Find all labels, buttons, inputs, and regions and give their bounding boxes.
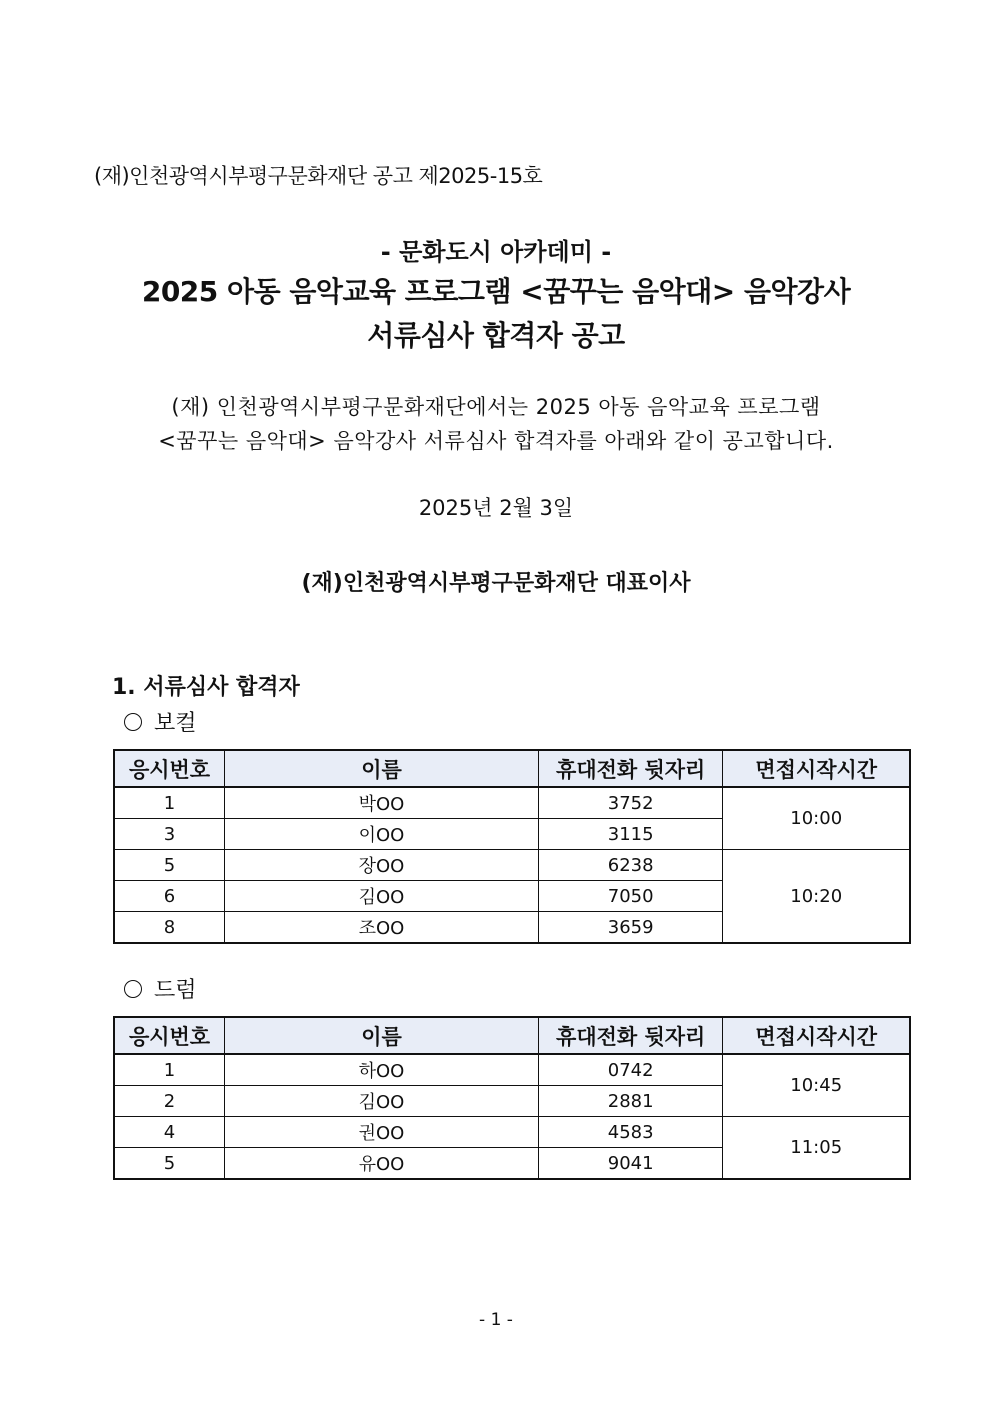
phone-last-digits: 7050 (538, 881, 723, 912)
col-header-phone: 휴대전화 뒷자리 (538, 750, 723, 787)
applicant-name: 김OO (225, 1086, 539, 1117)
phone-last-digits: 2881 (538, 1086, 723, 1117)
section-heading: 1. 서류심사 합격자 (112, 675, 300, 700)
drum-group-label (124, 973, 197, 1004)
announcement-body (0, 390, 992, 458)
phone-last-digits: 4583 (538, 1117, 723, 1148)
col-header-time: 면접시작시간 (723, 750, 910, 787)
applicant-number: 4 (114, 1117, 225, 1148)
circle-bullet-icon (124, 713, 142, 731)
drum-table (113, 1016, 911, 1180)
main-title-line-2: 서류심사 합격자 공고 (367, 319, 625, 352)
applicant-number: 8 (114, 912, 225, 944)
notice-number: (재)인천광역시부평구문화재단 공고 제2025-15호 (94, 164, 543, 188)
phone-last-digits: 6238 (538, 850, 723, 881)
applicant-name: 김OO (225, 881, 539, 912)
body-line-2: <꿈꾸는 음악대> 음악강사 서류심사 합격자를 아래와 같이 공고합니다. (158, 429, 834, 453)
applicant-name: 이OO (225, 819, 539, 850)
main-title-line-1: 2025 아동 음악교육 프로그램 <꿈꾸는 음악대> 음악강사 (141, 275, 851, 308)
col-header-phone: 휴대전화 뒷자리 (538, 1017, 723, 1054)
table-row (114, 850, 910, 881)
applicant-number: 2 (114, 1086, 225, 1117)
applicant-number: 1 (114, 1054, 225, 1086)
interview-time: 10:45 (723, 1054, 910, 1117)
interview-time: 10:20 (723, 850, 910, 944)
applicant-name: 조OO (225, 912, 539, 944)
applicant-name: 권OO (225, 1117, 539, 1148)
col-header-name: 이름 (225, 1017, 539, 1054)
col-header-number: 응시번호 (114, 1017, 225, 1054)
issuer: (재)인천광역시부평구문화재단 대표이사 (301, 571, 691, 596)
applicant-name: 하OO (225, 1054, 539, 1086)
table-row (114, 787, 910, 819)
phone-last-digits: 0742 (538, 1054, 723, 1086)
col-header-number: 응시번호 (114, 750, 225, 787)
table-row (114, 1117, 910, 1148)
phone-last-digits: 3752 (538, 787, 723, 819)
vocal-group-label (124, 706, 197, 737)
sub-title: - 문화도시 아카데미 - (380, 238, 612, 266)
applicant-name: 유OO (225, 1148, 539, 1180)
interview-time: 11:05 (723, 1117, 910, 1180)
applicant-number: 1 (114, 787, 225, 819)
col-header-time: 면접시작시간 (723, 1017, 910, 1054)
applicant-number: 5 (114, 1148, 225, 1180)
drum-label: 드럼 (154, 978, 197, 1003)
vocal-label: 보컬 (154, 711, 197, 736)
vocal-table (113, 749, 911, 944)
body-line-1: (재) 인천광역시부평구문화재단에서는 2025 아동 음악교육 프로그램 (171, 395, 821, 419)
table-header-row (114, 1017, 910, 1054)
phone-last-digits: 3659 (538, 912, 723, 944)
applicant-number: 5 (114, 850, 225, 881)
col-header-name: 이름 (225, 750, 539, 787)
phone-last-digits: 3115 (538, 819, 723, 850)
interview-time: 10:00 (723, 787, 910, 850)
phone-last-digits: 9041 (538, 1148, 723, 1180)
page-number: - 1 - (479, 1310, 513, 1330)
applicant-number: 3 (114, 819, 225, 850)
announcement-date: 2025년 2월 3일 (418, 496, 574, 520)
main-title (0, 270, 992, 358)
applicant-name: 장OO (225, 850, 539, 881)
table-header-row (114, 750, 910, 787)
applicant-number: 6 (114, 881, 225, 912)
applicant-name: 박OO (225, 787, 539, 819)
circle-bullet-icon (124, 980, 142, 998)
table-row (114, 1054, 910, 1086)
